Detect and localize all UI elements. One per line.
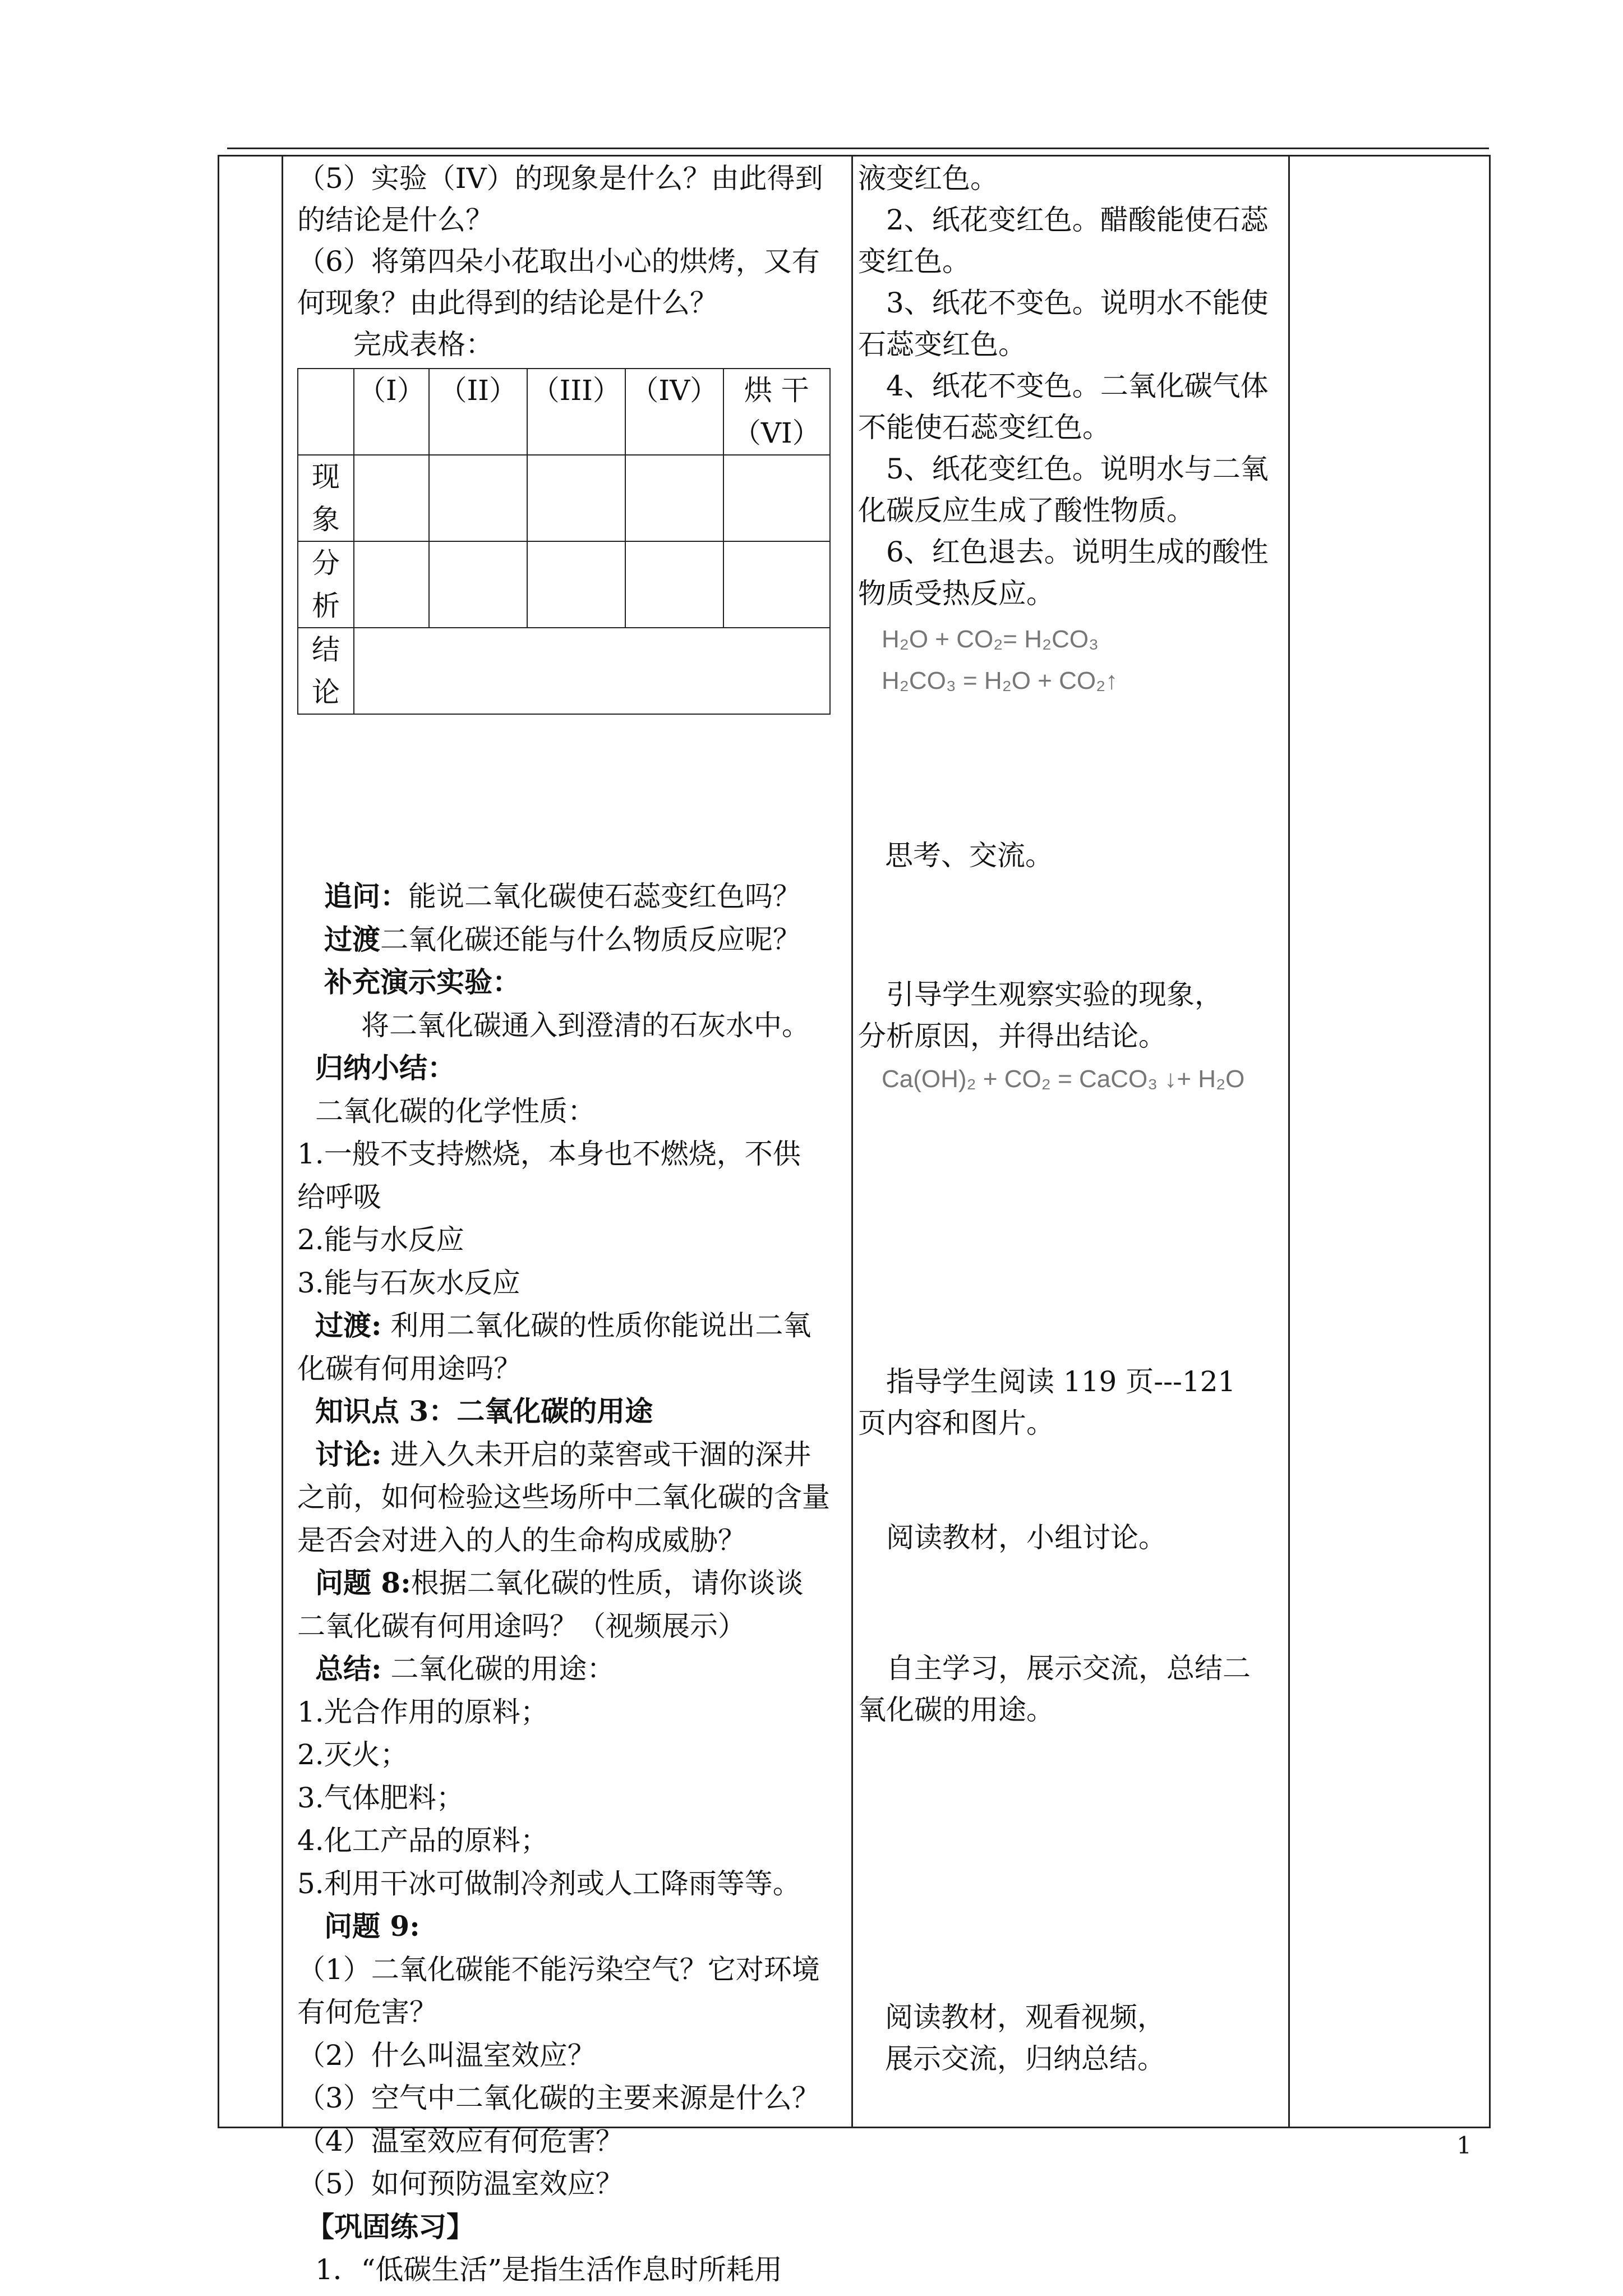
teacher-text-line	[297, 1781, 464, 1815]
line-text: 4.化工产品的原料；	[297, 1824, 548, 1857]
result-line: 物质受热反应。	[858, 577, 1054, 610]
table-header-cell: （III）	[527, 369, 625, 455]
line-text: 化碳有何用途吗？	[297, 1352, 522, 1385]
equation-carbonic-acid-formation: H₂O + CO₂= H₂CO₃	[882, 625, 1099, 653]
result-line: 2、纸花变红色。醋酸能使石蕊	[858, 204, 1269, 236]
table-header-cell: 烘 干（VI）	[723, 369, 830, 455]
teacher-text-line	[297, 1137, 801, 1171]
result-line: 4、纸花不变色。二氧化碳气体	[858, 370, 1269, 402]
teacher-text-line	[297, 1995, 437, 2029]
table-header-cell: （II）	[429, 369, 527, 455]
teacher-text-line	[324, 923, 801, 956]
table-cell	[527, 541, 625, 628]
guide-note-line-2: 分析原因，并得出结论。	[858, 1020, 1166, 1052]
line-text: 二氧化碳的用途：	[381, 1653, 615, 1685]
question-6-line-2: 何现象？由此得到的结论是什么？	[297, 287, 718, 319]
line-text: （5）如何预防温室效应？	[297, 2168, 624, 2200]
line-text: 5.利用干冰可做制冷剂或人工降雨等等。	[297, 1867, 801, 1900]
video-note-line-1: 阅读教材，观看视频，	[885, 2001, 1165, 2033]
think-discuss-note: 思考、交流。	[885, 839, 1053, 872]
table-corner-cell	[298, 369, 354, 455]
bold-lead-in: 追问：	[324, 880, 408, 913]
table-col-border-5	[1489, 156, 1491, 2128]
teacher-text-line	[297, 2124, 624, 2158]
table-cell	[429, 541, 527, 628]
line-text: 3.气体肥料；	[297, 1781, 464, 1814]
teacher-text-line	[297, 1352, 522, 1386]
line-text: 1．“低碳生活”是指生活作息时所耗用	[315, 2253, 782, 2286]
table-cell	[429, 455, 527, 541]
line-text: 3.能与石灰水反应	[297, 1266, 520, 1299]
table-row-label: 现象	[298, 455, 354, 541]
self-study-line-2: 氧化碳的用途。	[858, 1694, 1054, 1726]
self-study-line-1: 自主学习，展示交流，总结二	[858, 1652, 1251, 1685]
result-line: 5、纸花变红色。说明水与二氧	[858, 453, 1269, 485]
teacher-text-line	[297, 2039, 596, 2072]
teacher-text-line	[297, 1867, 801, 1901]
table-col-border-4	[1288, 156, 1290, 2128]
table-cell	[354, 541, 429, 628]
bold-lead-in: 归纳小结：	[315, 1051, 455, 1084]
teacher-text-line	[297, 1609, 746, 1643]
bold-lead-in: 过渡:	[315, 1309, 382, 1342]
teacher-text-line	[324, 880, 801, 913]
bold-lead-in: 讨论:	[315, 1437, 382, 1471]
video-note-line-2: 展示交流，归纳总结。	[885, 2042, 1165, 2075]
line-text: 1.一般不支持燃烧，本身也不燃烧，不供	[297, 1138, 801, 1170]
line-text: （4）温室效应有何危害？	[297, 2124, 624, 2157]
teacher-text-line	[297, 1824, 548, 1857]
question-5-line-2: 的结论是什么？	[297, 204, 494, 236]
bold-lead-in: 问题 8:	[315, 1566, 411, 1599]
line-text: 利用二氧化碳的性质你能说出二氧	[381, 1309, 811, 1342]
line-text: 能说二氧化碳使石蕊变红色吗？	[408, 880, 801, 913]
equation-carbonic-acid-decomposition: H₂CO₃ = H₂O + CO₂↑	[882, 667, 1118, 694]
page-number: 1	[1456, 2132, 1472, 2159]
table-top-border	[218, 155, 1491, 157]
table-cell	[527, 455, 625, 541]
teacher-text-line	[315, 1051, 455, 1085]
teacher-text-line	[315, 1309, 811, 1342]
teacher-text-line	[333, 1009, 810, 1042]
teacher-text-line	[324, 965, 520, 999]
table-row-label: 结论	[298, 628, 354, 714]
table-col-border-3	[851, 156, 853, 2128]
teacher-text-line	[297, 1223, 464, 1257]
table-cell	[354, 628, 830, 714]
teacher-text-line	[297, 1738, 408, 1772]
teacher-text-line	[306, 2210, 474, 2244]
table-cell	[625, 455, 723, 541]
header-rule	[227, 148, 1489, 149]
question-5-line-1: （5）实验（IV）的现象是什么？由此得到	[297, 162, 823, 195]
result-line: 石蕊变红色。	[858, 328, 1026, 361]
table-header-cell: （I）	[354, 369, 429, 455]
line-text: 2.能与水反应	[297, 1223, 464, 1256]
teacher-text-line	[315, 1652, 615, 1686]
result-line: 3、纸花不变色。说明水不能使	[858, 287, 1269, 319]
line-text: 有何危害？	[297, 1996, 437, 2028]
teacher-text-line	[315, 1094, 596, 1128]
line-text: 之前，如何检验这些场所中二氧化碳的含量	[297, 1481, 830, 1513]
bold-lead-in: 过渡	[324, 922, 380, 956]
table-row-label: 分析	[298, 541, 354, 628]
line-text: 二氧化碳有何用途吗？（视频展示）	[297, 1609, 746, 1642]
line-text: （1）二氧化碳能不能污染空气？它对环境	[297, 1953, 820, 1986]
table-col-border-2	[282, 156, 283, 2128]
line-text: 二氧化碳的化学性质：	[315, 1094, 596, 1128]
line-text: 根据二氧化碳的性质，请你谈谈	[411, 1567, 804, 1599]
table-cell	[723, 541, 830, 628]
teacher-text-line	[315, 1438, 811, 1471]
teacher-text-line	[297, 1953, 820, 1986]
teacher-text-line	[297, 1266, 520, 1300]
table-header-cell: （IV）	[625, 369, 723, 455]
reading-guide-line-2: 页内容和图片。	[858, 1407, 1054, 1439]
line-text: 给呼吸	[297, 1180, 381, 1213]
line-text: 2.灭火；	[297, 1738, 408, 1771]
teacher-text-line	[315, 1395, 653, 1428]
result-line: 6、红色退去。说明生成的酸性	[858, 536, 1269, 568]
table-cell	[354, 455, 429, 541]
line-text: 是否会对进入的人的生命构成威胁？	[297, 1524, 746, 1557]
result-line: 不能使石蕊变红色。	[858, 411, 1110, 444]
bold-lead-in: 知识点 3：二氧化碳的用途	[315, 1395, 653, 1428]
bold-lead-in: 问题 9:	[324, 1910, 420, 1943]
line-text: （3）空气中二氧化碳的主要来源是什么？	[297, 2082, 820, 2114]
line-text: 1.光合作用的原料；	[297, 1695, 548, 1728]
teacher-text-line	[324, 1910, 420, 1943]
question-6-line-1: （6）将第四朵小花取出小心的烘烤，又有	[297, 245, 820, 278]
equation-limewater: Ca(OH)₂ + CO₂ = CaCO₃ ↓+ H₂O	[882, 1065, 1245, 1093]
line-text: 二氧化碳还能与什么物质反应呢？	[380, 923, 801, 956]
experiment-results-table	[297, 368, 831, 715]
teacher-text-line	[315, 2253, 782, 2286]
teacher-text-line	[297, 1695, 548, 1729]
result-line: 液变红色。	[858, 162, 998, 195]
bold-lead-in: 总结:	[315, 1652, 382, 1685]
table-cell	[625, 541, 723, 628]
guide-note-line-1: 引导学生观察实验的现象，	[858, 978, 1223, 1011]
line-text: 进入久未开启的菜窖或干涸的深井	[381, 1438, 811, 1471]
result-line: 化碳反应生成了酸性物质。	[858, 494, 1195, 527]
teacher-text-line	[297, 2167, 624, 2201]
teacher-text-line	[297, 2081, 820, 2115]
teacher-text-line	[297, 1480, 830, 1514]
result-line: 变红色。	[858, 245, 970, 278]
table-col-border-1	[218, 156, 219, 2128]
teacher-text-line	[297, 1180, 381, 1214]
bold-lead-in: 【巩固练习】	[306, 2210, 474, 2243]
teacher-text-line	[315, 1566, 804, 1600]
teacher-text-line	[297, 1524, 746, 1557]
table-cell	[723, 455, 830, 541]
line-text: （2）什么叫温室效应？	[297, 2039, 596, 2072]
line-text: 将二氧化碳通入到澄清的石灰水中。	[333, 1009, 810, 1042]
group-discussion-note: 阅读教材，小组讨论。	[858, 1521, 1166, 1554]
complete-table-label: 完成表格：	[297, 328, 494, 361]
reading-guide-line-1: 指导学生阅读 119 页---121	[858, 1365, 1236, 1398]
bold-lead-in: 补充演示实验：	[324, 965, 520, 999]
